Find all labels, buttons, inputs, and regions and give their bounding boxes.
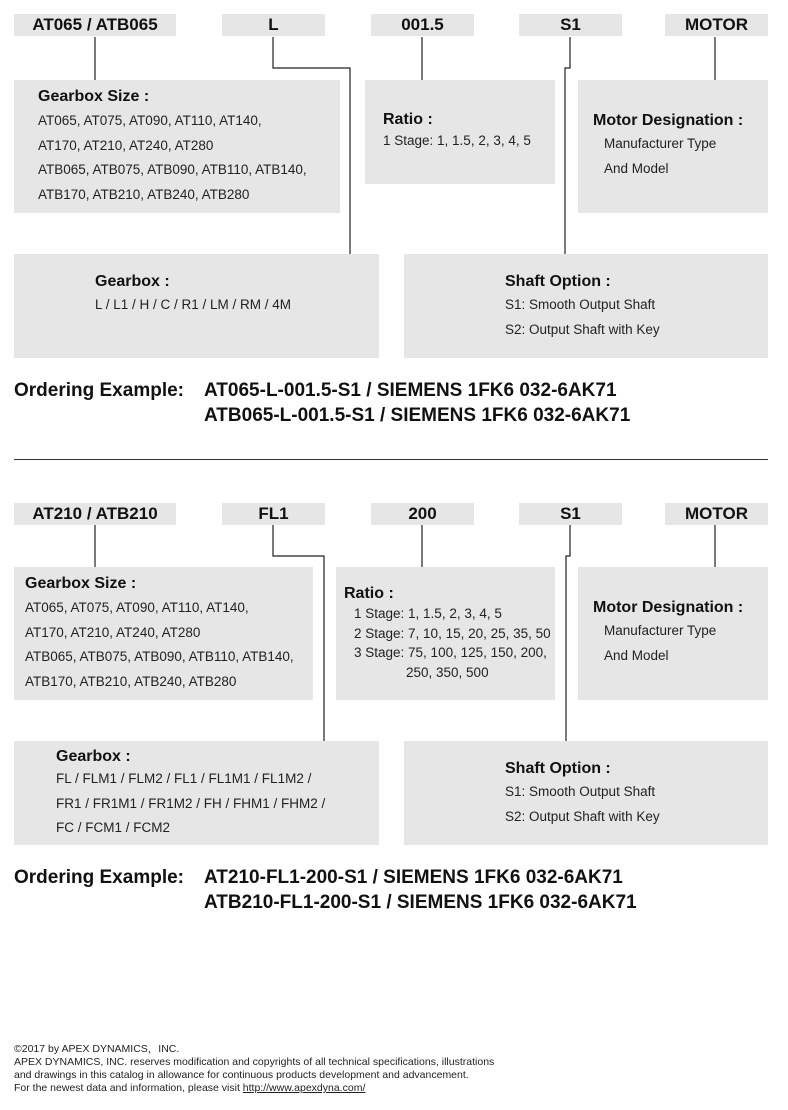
gearbox-title: Gearbox : (95, 273, 170, 290)
footer-visit-text: For the newest data and information, please visit (14, 1082, 243, 1094)
shaft-option-line: S1: Smooth Output Shaft (505, 297, 656, 312)
shaft-option-line: S2: Output Shaft with Key (505, 808, 660, 824)
gearbox-size-box (14, 567, 313, 700)
ordering-example-line: AT065-L-001.5-S1 / SIEMENS 1FK6 032-6AK71 (204, 380, 617, 401)
shaft-option-line: S2: Output Shaft with Key (505, 321, 660, 337)
ratio-line: 2 Stage: 7, 10, 15, 20, 25, 35, 50 (354, 625, 551, 641)
header-shaft: S1 (519, 14, 622, 36)
header-gearbox: L (222, 14, 325, 36)
ratio-line: 250, 350, 500 (406, 664, 489, 680)
gearbox-size-line: ATB065, ATB075, ATB090, ATB110, ATB140, (38, 162, 307, 177)
gearbox-size-title: Gearbox Size : (25, 575, 137, 592)
gearbox-size-box (14, 80, 340, 213)
header-motor: MOTOR (665, 14, 768, 36)
motor-designation-title: Motor Designation : (593, 599, 744, 616)
gearbox-size-line: AT065, AT075, AT090, AT110, AT140, (25, 600, 249, 615)
ordering-example-line: AT210-FL1-200-S1 / SIEMENS 1FK6 032-6AK71 (204, 867, 623, 888)
gearbox-box (14, 741, 379, 845)
footer-copyright: ©2017 by APEX DYNAMICS，INC. (14, 1043, 180, 1055)
shaft-option-line: S1: Smooth Output Shaft (505, 784, 656, 799)
footer-visit (14, 1082, 365, 1095)
gearbox-box (14, 254, 379, 358)
gearbox-line: L / L1 / H / C / R1 / LM / RM / 4M (95, 297, 292, 312)
ratio-box (336, 567, 555, 700)
motor-designation-line: And Model (604, 647, 669, 663)
connector-shaft-s2 (566, 525, 570, 741)
ratio-line: 1 Stage: 1, 1.5, 2, 3, 4, 5 (383, 133, 531, 148)
shaft-option-box (404, 741, 768, 845)
gearbox-size-line: ATB170, ATB210, ATB240, ATB280 (38, 186, 250, 202)
gearbox-size-line: ATB065, ATB075, ATB090, ATB110, ATB140, (25, 649, 294, 664)
ratio-title: Ratio : (344, 585, 394, 602)
header-model: AT210 / ATB210 (14, 503, 176, 525)
gearbox-size-title: Gearbox Size : (38, 88, 150, 105)
shaft-option-box (404, 254, 768, 358)
ratio-line: 3 Stage: 75, 100, 125, 150, 200, (354, 645, 547, 660)
header-ratio: 001.5 (371, 14, 474, 36)
footer-disclaimer: APEX DYNAMICS, INC. reserves modification and copyrights of all technical specifications, illustrations (14, 1056, 495, 1068)
gearbox-title: Gearbox : (56, 748, 131, 765)
header-shaft: S1 (519, 503, 622, 525)
ratio-box (365, 80, 555, 184)
ordering-example-line: ATB210-FL1-200-S1 / SIEMENS 1FK6 032-6AK71 (204, 892, 637, 913)
ordering-example-label: Ordering Example: (14, 867, 184, 888)
motor-designation-box (578, 80, 768, 213)
motor-designation-line: And Model (604, 160, 669, 176)
header-gearbox: FL1 (222, 503, 325, 525)
motor-designation-line: Manufacturer Type (604, 623, 717, 638)
gearbox-size-line: AT065, AT075, AT090, AT110, AT140, (38, 113, 262, 128)
ratio-line: 1 Stage: 1, 1.5, 2, 3, 4, 5 (354, 606, 502, 621)
shaft-option-title: Shaft Option : (505, 273, 611, 290)
gearbox-size-line: AT170, AT210, AT240, AT280 (38, 137, 214, 153)
motor-designation-title: Motor Designation : (593, 112, 744, 129)
section-divider (14, 459, 768, 460)
ordering-example-line: ATB065-L-001.5-S1 / SIEMENS 1FK6 032-6AK71 (204, 405, 631, 426)
motor-designation-box (578, 567, 768, 700)
website-link[interactable]: http://www.apexdyna.com/ (242, 1082, 366, 1094)
ratio-title: Ratio : (383, 111, 433, 128)
gearbox-size-line: ATB170, ATB210, ATB240, ATB280 (25, 673, 237, 689)
connector-shaft-s1 (565, 37, 570, 254)
header-motor: MOTOR (665, 503, 768, 525)
shaft-option-title: Shaft Option : (505, 760, 611, 777)
motor-designation-line: Manufacturer Type (604, 136, 717, 151)
footer-disclaimer: and drawings in this catalog in allowance for continuous products development and advancement. (14, 1069, 469, 1081)
gearbox-size-line: AT170, AT210, AT240, AT280 (25, 624, 201, 640)
ordering-example-label: Ordering Example: (14, 380, 184, 401)
header-model: AT065 / ATB065 (14, 14, 176, 36)
gearbox-line: FR1 / FR1M1 / FR1M2 / FH / FHM1 / FHM2 / (56, 795, 326, 811)
gearbox-line: FC / FCM1 / FCM2 (56, 820, 170, 835)
gearbox-line: FL / FLM1 / FLM2 / FL1 / FL1M1 / FL1M2 / (56, 771, 312, 786)
header-ratio: 200 (371, 503, 474, 525)
